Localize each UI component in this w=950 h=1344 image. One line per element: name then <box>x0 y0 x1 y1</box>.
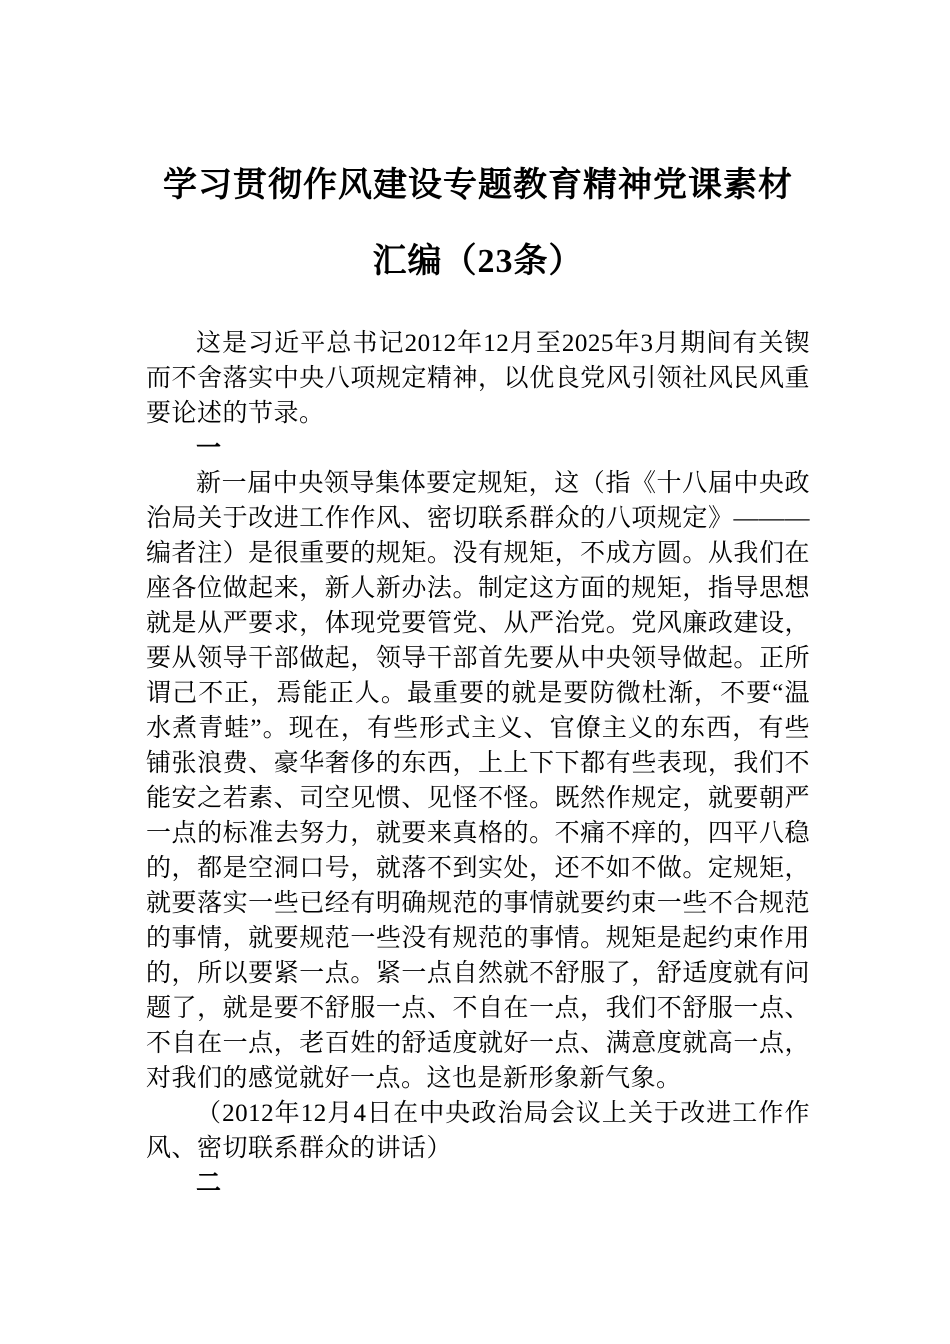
document-title-line-2: 汇编（23条） <box>372 243 584 280</box>
section-2-marker: 二 <box>196 1170 222 1197</box>
section-1-marker: 一 <box>196 435 222 462</box>
document-title <box>146 148 810 300</box>
section-1-citation: （2012年12月4日在中央政治局会议上关于改进工作作风、密切联系群众的讲话） <box>146 1100 810 1162</box>
intro-paragraph: 这是习近平总书记2012年12月至2025年3月期间有关锲而不舍落实中央八项规定精神，以优良党风引领社风民风重要论述的节录。 <box>146 330 810 427</box>
section-1-body: 新一届中央领导集体要定规矩，这（指《十八届中央政治局关于改进工作作风、密切联系群众的八项规定》———编者注）是很重要的规矩。没有规矩，不成方圆。从我们在座各位做起来，新人新办法。制定这方面的规矩，指导思想就是从严要求，体现党要管党、从严治党。党风廉政建设，要从领导干部做起，领导干部首先要从中央领导做起。正所谓己不正，焉能正人。最重要的就是要防微杜渐，不要“温水煮青蛙”。现在，有些形式主义、官僚主义的东西，有些铺张浪费、豪华奢侈的东西，上上下下都有些表现，我们不能安之若素、司空见惯、见怪不怪。既然作规定，就要朝严一点的标准去努力，就要来真格的。不痛不痒的，四平八稳的，都是空洞口号，就落不到实处，还不如不做。定规矩，就要落实一些已经有明确规范的事情就要约束一些不合规范的事情，就要规范一些没有规范的事情。规矩是起约束作用的，所以要紧一点。紧一点自然就不舒服了，舒适度就有问题了，就是要不舒服一点、不自在一点，我们不舒服一点、不自在一点，老百姓的舒适度就好一点、满意度就高一点，对我们的感觉就好一点。这也是新形象新气象。 <box>146 470 810 1092</box>
document-title-line-1: 学习贯彻作风建设专题教育精神党课素材 <box>163 167 793 204</box>
